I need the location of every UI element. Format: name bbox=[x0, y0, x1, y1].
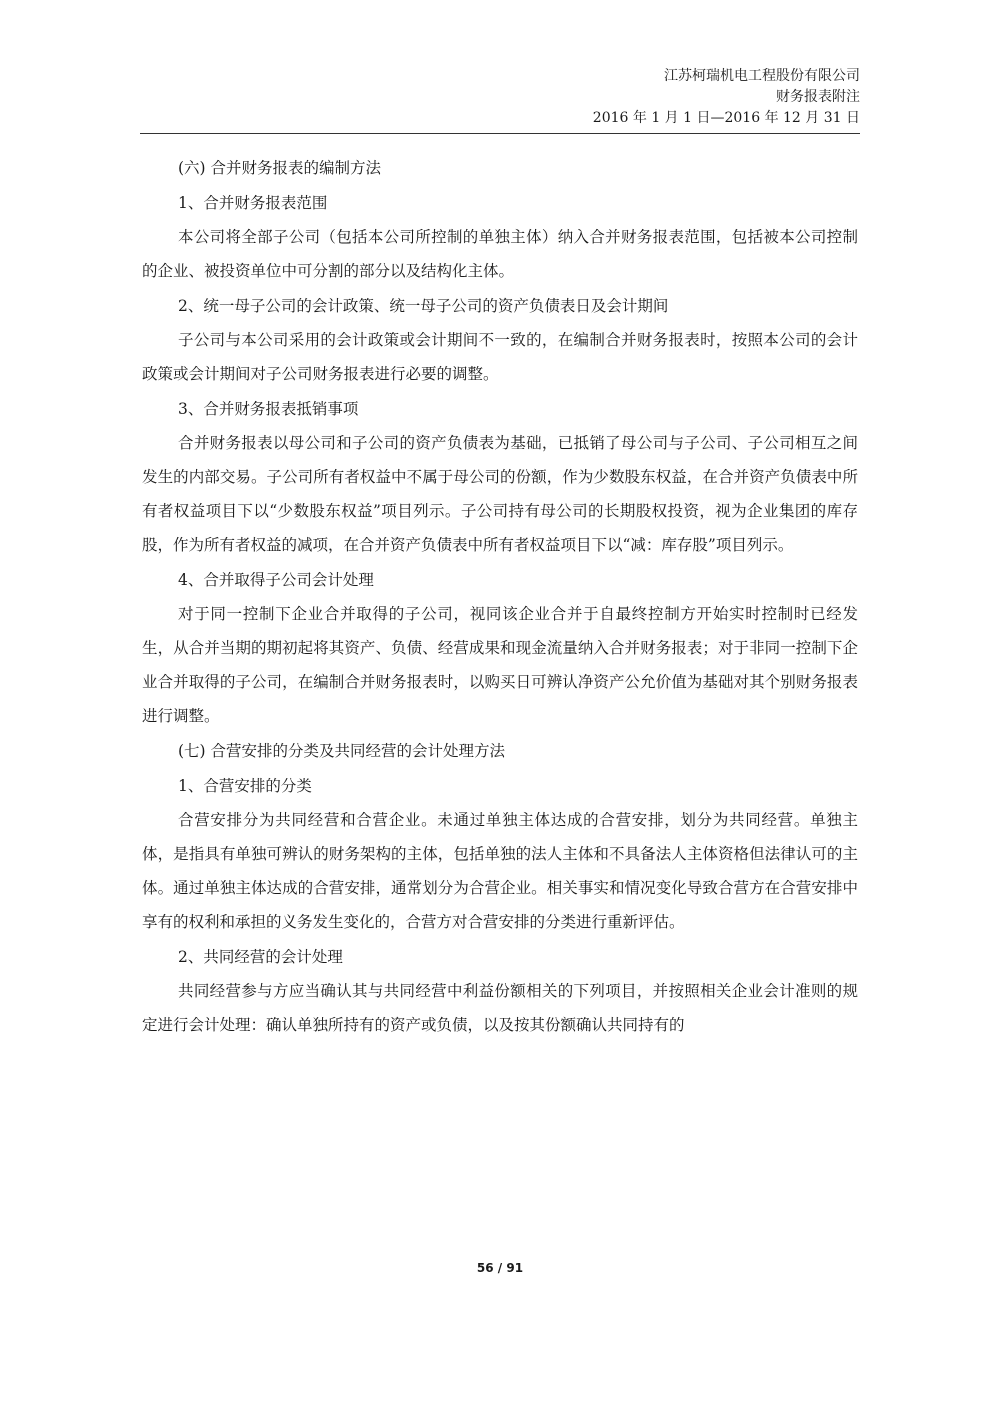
header-divider bbox=[140, 133, 860, 134]
section-heading: (七) 合营安排的分类及共同经营的会计处理方法 bbox=[178, 742, 506, 760]
subsection-heading: 3、合并财务报表抵销事项 bbox=[178, 400, 359, 418]
subsection-heading: 1、合营安排的分类 bbox=[178, 777, 312, 795]
paragraph: 本公司将全部子公司（包括本公司所控制的单独主体）纳入合并财务报表范围，包括被本公司控制的企业、被投资单位中可分割的部分以及结构化主体。 bbox=[142, 228, 858, 280]
paragraph: 合并财务报表以母公司和子公司的资产负债表为基础，已抵销了母公司与子公司、子公司相互之间发生的内部交易。子公司所有者权益中不属于母公司的份额，作为少数股东权益，在合并资产负债表中所有者权益项目下以“少数股东权益”项目列示。子公司持有母公司的长期股权投资，视为企业集团的库存股，作为所有者权益的减项，在合并资产负债表中所有者权益项目下以“减：库存股”项目列示。 bbox=[142, 434, 858, 554]
page-header bbox=[140, 66, 860, 129]
report-period: 2016 年 1 月 1 日—2016 年 12 月 31 日 bbox=[592, 110, 860, 126]
document-title: 财务报表附注 bbox=[776, 89, 860, 105]
subsection-heading: 2、统一母子公司的会计政策、统一母子公司的资产负债表日及会计期间 bbox=[178, 297, 669, 315]
section-heading: (六) 合并财务报表的编制方法 bbox=[178, 159, 382, 177]
subsection-heading: 2、共同经营的会计处理 bbox=[178, 948, 343, 966]
company-name: 江苏柯瑞机电工程股份有限公司 bbox=[664, 68, 860, 84]
subsection-heading: 4、合并取得子公司会计处理 bbox=[178, 571, 374, 589]
paragraph: 对于同一控制下企业合并取得的子公司，视同该企业合并于自最终控制方开始实时控制时已经发生，从合并当期的期初起将其资产、负债、经营成果和现金流量纳入合并财务报表；对于非同一控制下企业合并取得的子公司，在编制合并财务报表时，以购买日可辨认净资产公允价值为基础对其个别财务报表进行调整。 bbox=[142, 605, 858, 725]
page-number: 56 / 91 bbox=[476, 1261, 524, 1275]
paragraph: 子公司与本公司采用的会计政策或会计期间不一致的，在编制合并财务报表时，按照本公司的会计政策或会计期间对子公司财务报表进行必要的调整。 bbox=[142, 331, 858, 383]
paragraph: 合营安排分为共同经营和合营企业。未通过单独主体达成的合营安排，划分为共同经营。单独主体，是指具有单独可辨认的财务架构的主体，包括单独的法人主体和不具备法人主体资格但法律认可的主体。通过单独主体达成的合营安排，通常划分为合营企业。相关事实和情况变化导致合营方在合营安排中享有的权利和承担的义务发生变化的，合营方对合营安排的分类进行重新评估。 bbox=[142, 811, 858, 931]
subsection-heading: 1、合并财务报表范围 bbox=[178, 194, 328, 212]
page-body bbox=[142, 150, 858, 1042]
paragraph: 共同经营参与方应当确认其与共同经营中利益份额相关的下列项目，并按照相关企业会计准则的规定进行会计处理：确认单独所持有的资产或负债，以及按其份额确认共同持有的 bbox=[142, 982, 858, 1034]
